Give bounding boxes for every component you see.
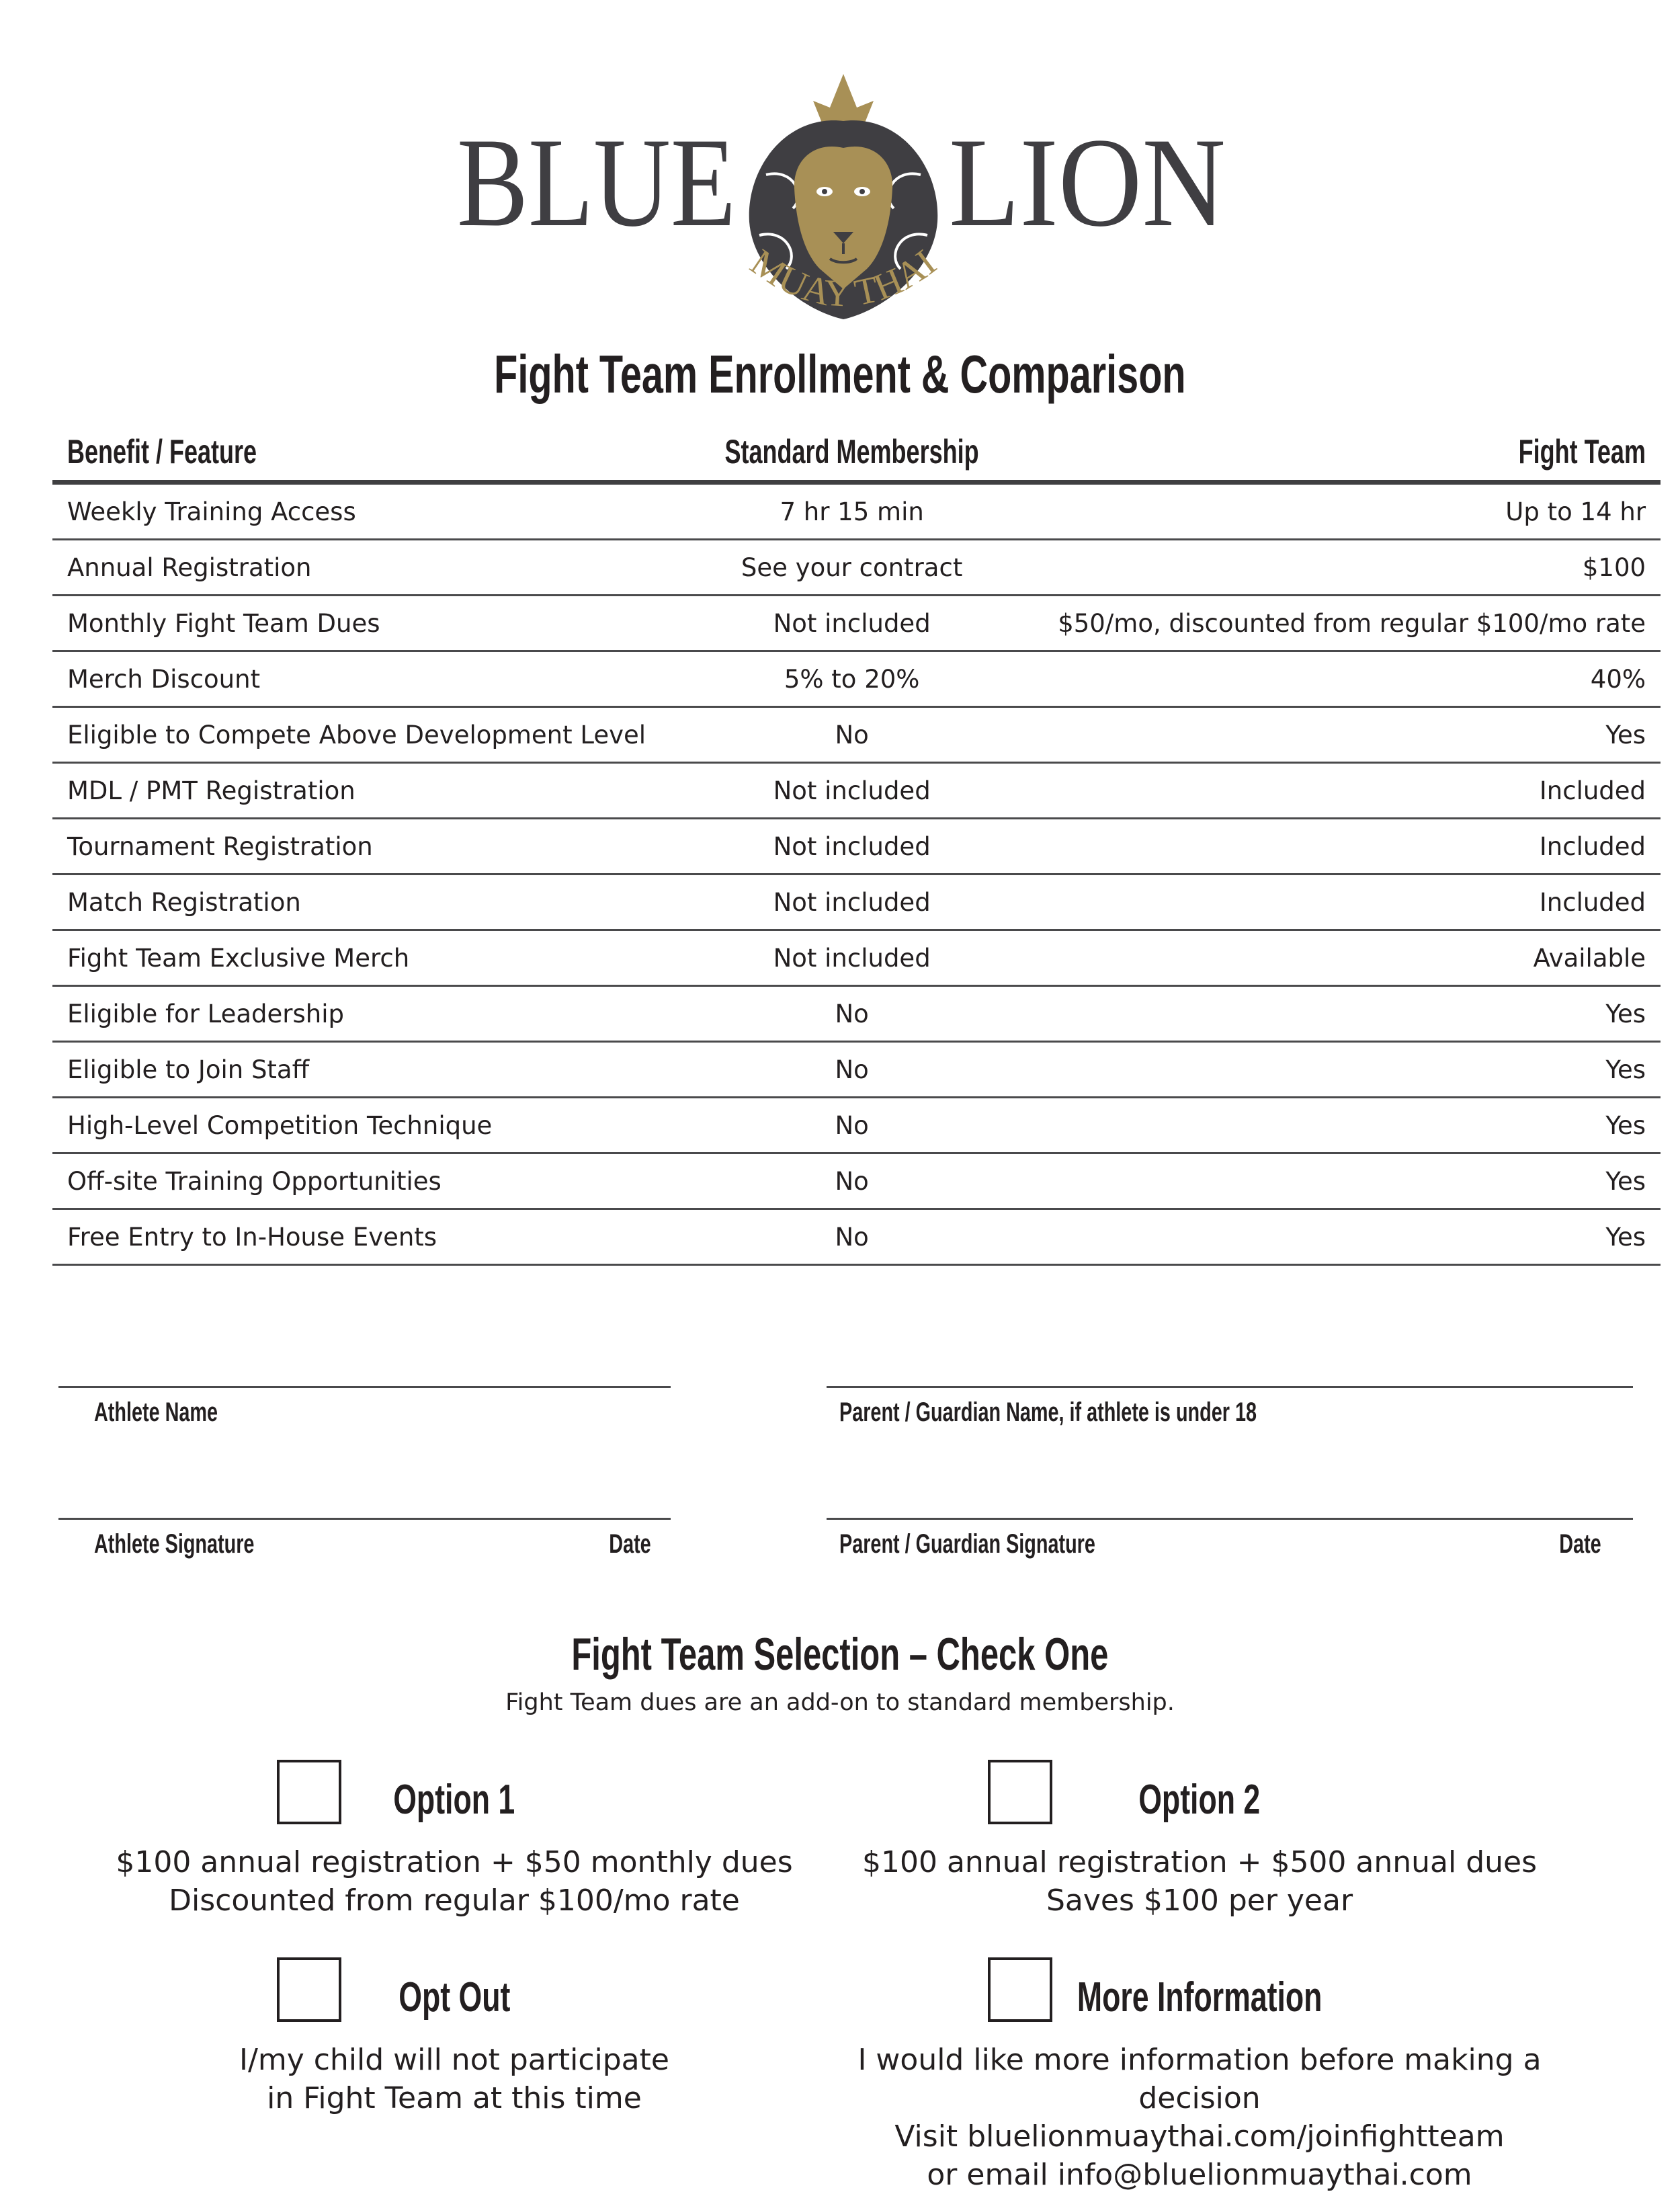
- cell-benefit: Tournament Registration: [52, 819, 661, 875]
- guardian-date-label: Date: [1559, 1529, 1601, 1559]
- cell-benefit: Free Entry to In-House Events: [52, 1209, 661, 1265]
- cell-fight-team: Yes: [1043, 1098, 1661, 1153]
- cell-standard: No: [661, 1098, 1043, 1153]
- guardian-name-line[interactable]: [827, 1386, 1633, 1388]
- cell-fight-team: Yes: [1043, 986, 1661, 1042]
- cell-standard: Not included: [661, 763, 1043, 819]
- cell-fight-team: Up to 14 hr: [1043, 483, 1661, 540]
- cell-benefit: MDL / PMT Registration: [52, 763, 661, 819]
- logo-word-blue: BLUE: [457, 112, 736, 253]
- table-row: [52, 930, 1661, 986]
- cell-fight-team: Yes: [1043, 1042, 1661, 1098]
- more-information-description: [830, 2041, 1569, 2194]
- athlete-name-line[interactable]: [58, 1386, 671, 1388]
- cell-standard: Not included: [661, 930, 1043, 986]
- cell-fight-team: Included: [1043, 875, 1661, 930]
- table-row: [52, 1042, 1661, 1098]
- table-row: [52, 596, 1661, 651]
- cell-standard: No: [661, 1153, 1043, 1209]
- table-row: [52, 707, 1661, 763]
- blue-lion-muay-thai-logo: [444, 67, 1236, 329]
- cell-standard: 7 hr 15 min: [661, 483, 1043, 540]
- table-row: [52, 540, 1661, 596]
- table-row: [52, 875, 1661, 930]
- table-row: [52, 651, 1661, 707]
- cell-standard: No: [661, 1042, 1043, 1098]
- athlete-name-label: Athlete Name: [94, 1397, 218, 1427]
- option-2-label: Option 2: [1138, 1777, 1261, 1823]
- table-row: [52, 1209, 1661, 1265]
- cell-benefit: Match Registration: [52, 875, 661, 930]
- guardian-signature-line[interactable]: [827, 1518, 1633, 1520]
- cell-fight-team: Included: [1043, 763, 1661, 819]
- opt-out-line-2: in Fight Team at this time: [267, 2081, 642, 2115]
- opt-out-line-1: I/my child will not participate: [239, 2043, 669, 2077]
- logo-tagline: MUAY THAI: [743, 241, 944, 315]
- cell-fight-team: Included: [1043, 819, 1661, 875]
- cell-fight-team: Yes: [1043, 1209, 1661, 1265]
- athlete-date-label: Date: [609, 1529, 651, 1559]
- opt-out-label: Opt Out: [398, 1974, 511, 2021]
- cell-standard: Not included: [661, 596, 1043, 651]
- cell-benefit: Weekly Training Access: [52, 483, 661, 540]
- guardian-name-label: Parent / Guardian Name, if athlete is under 18: [839, 1397, 1257, 1427]
- cell-fight-team: $50/mo, discounted from regular $100/mo rate: [1043, 596, 1661, 651]
- cell-standard: Not included: [661, 875, 1043, 930]
- page-title: Fight Team Enrollment & Comparison: [494, 344, 1186, 404]
- cell-fight-team: Available: [1043, 930, 1661, 986]
- more-information-line-3: or email info@bluelionmuaythai.com: [927, 2158, 1472, 2192]
- option-1-label: Option 1: [393, 1777, 515, 1823]
- cell-benefit: Merch Discount: [52, 651, 661, 707]
- cell-benefit: Eligible to Join Staff: [52, 1042, 661, 1098]
- option-1-description: [85, 1843, 824, 1920]
- option-2-description: [830, 1843, 1569, 1920]
- table-row: [52, 819, 1661, 875]
- option-1-line-1: $100 annual registration + $50 monthly dues: [116, 1845, 793, 1879]
- option-1-line-2: Discounted from regular $100/mo rate: [169, 1883, 740, 1918]
- guardian-signature-label: Parent / Guardian Signature: [839, 1529, 1095, 1559]
- table-row: [52, 986, 1661, 1042]
- athlete-signature-line[interactable]: [58, 1518, 671, 1520]
- opt-out-description: [85, 2041, 824, 2117]
- cell-benefit: Eligible to Compete Above Development Level: [52, 707, 661, 763]
- logo-word-lion: LION: [949, 112, 1226, 253]
- cell-standard: No: [661, 1209, 1043, 1265]
- table-header-row: [52, 423, 1661, 483]
- cell-fight-team: Yes: [1043, 1153, 1661, 1209]
- cell-standard: 5% to 20%: [661, 651, 1043, 707]
- selection-subtitle: Fight Team dues are an add-on to standard membership.: [505, 1689, 1175, 1716]
- table-row: [52, 763, 1661, 819]
- cell-standard: No: [661, 986, 1043, 1042]
- more-information-line-1: I would like more information before making a decision: [857, 2043, 1542, 2115]
- cell-standard: No: [661, 707, 1043, 763]
- athlete-signature-label: Athlete Signature: [94, 1529, 255, 1559]
- table-row: [52, 1098, 1661, 1153]
- selection-title: Fight Team Selection – Check One: [571, 1629, 1109, 1680]
- cell-benefit: Off-site Training Opportunities: [52, 1153, 661, 1209]
- cell-benefit: Annual Registration: [52, 540, 661, 596]
- cell-benefit: Eligible for Leadership: [52, 986, 661, 1042]
- table-row: [52, 1153, 1661, 1209]
- cell-fight-team: 40%: [1043, 651, 1661, 707]
- column-header-fight-team: Fight Team: [1043, 423, 1661, 483]
- cell-benefit: High-Level Competition Technique: [52, 1098, 661, 1153]
- cell-benefit: Monthly Fight Team Dues: [52, 596, 661, 651]
- table-row: [52, 483, 1661, 540]
- cell-standard: See your contract: [661, 540, 1043, 596]
- cell-standard: Not included: [661, 819, 1043, 875]
- cell-fight-team: Yes: [1043, 707, 1661, 763]
- option-2-line-1: $100 annual registration + $500 annual dues: [862, 1845, 1538, 1879]
- column-header-standard: Standard Membership: [661, 423, 1043, 483]
- comparison-table: [52, 423, 1661, 1266]
- more-information-label: More Information: [1077, 1974, 1322, 2021]
- cell-fight-team: $100: [1043, 540, 1661, 596]
- option-2-line-2: Saves $100 per year: [1046, 1883, 1353, 1918]
- cell-benefit: Fight Team Exclusive Merch: [52, 930, 661, 986]
- column-header-benefit: Benefit / Feature: [52, 423, 661, 483]
- more-information-line-2: Visit bluelionmuaythai.com/joinfightteam: [894, 2119, 1505, 2154]
